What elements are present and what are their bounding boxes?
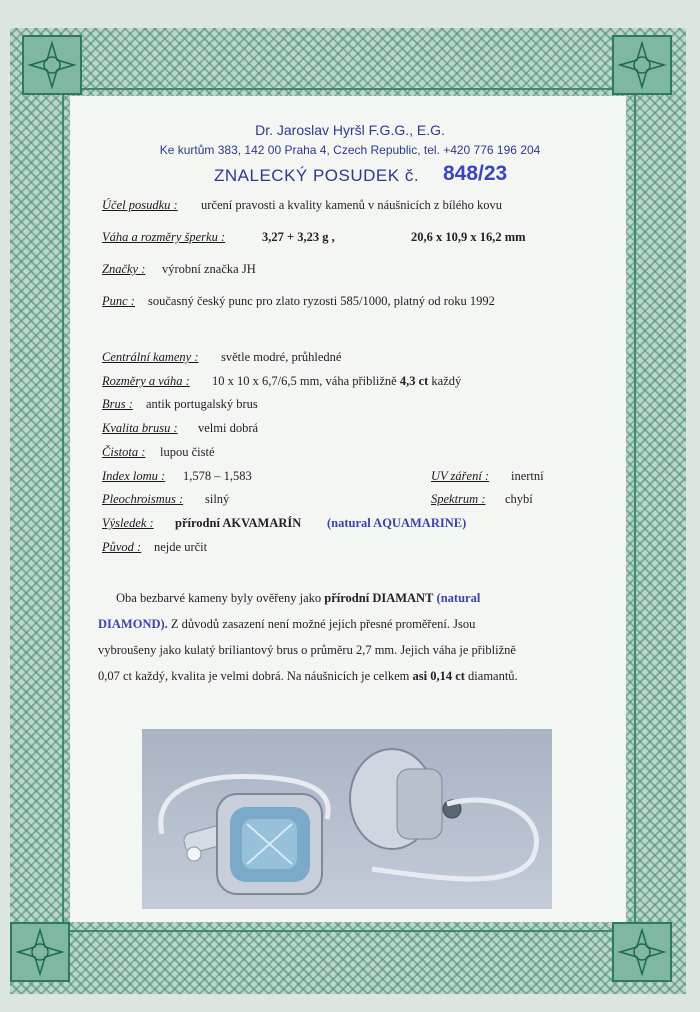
field-value-cistota: lupou čisté xyxy=(160,445,215,459)
field-label-ucel: Účel posudku : xyxy=(102,198,178,212)
issuer-address: Ke kurtům 383, 142 00 Praha 4, Czech Republic, tel. +420 776 196 204 xyxy=(159,143,541,157)
field-label-pleochroismus: Pleochroismus : xyxy=(102,492,184,506)
para-text: Z důvodů zasazení není možné jejich přesné proměření. Jsou xyxy=(170,617,476,631)
field-label-centralni: Centrální kameny : xyxy=(102,350,199,364)
earrings-illustration xyxy=(142,729,552,909)
para-bold: asi 0,14 ct xyxy=(412,669,465,683)
para-english: DIAMOND). xyxy=(98,617,168,631)
corner-ornament-icon xyxy=(10,922,70,982)
field-value-puvod: nejde určit xyxy=(154,540,208,554)
field-value-brus: antik portugalský brus xyxy=(146,397,258,411)
field-label-puvod: Původ : xyxy=(102,540,142,554)
field-value-index: 1,578 – 1,583 xyxy=(183,469,252,483)
field-label-spektrum: Spektrum : xyxy=(431,492,486,506)
para-text: vybroušeny jako kulatý briliantový brus o průměru 2,7 mm. Jejich váha je přibližně xyxy=(98,643,516,657)
para-text: Oba bezbarvé kameny byly ověřeny jako xyxy=(116,591,322,605)
para-text: 0,07 ct každý, kvalita je velmi dobrá. Na náušnicích je celkem xyxy=(98,669,410,683)
field-value-pleochroismus: silný xyxy=(205,492,230,506)
paragraph-line xyxy=(98,663,598,689)
field-value-vaha-sperku: 3,27 + 3,23 g , xyxy=(262,230,335,244)
field-value-punc: současný český punc pro zlato ryzosti 585/1000, platný od roku 1992 xyxy=(148,294,495,308)
diamond-paragraph xyxy=(98,585,598,689)
field-label-znacky: Značky : xyxy=(102,262,146,276)
issuer-name: Dr. Jaroslav Hyršl F.G.G., E.G. xyxy=(255,122,445,138)
field-label-index: Index lomu : xyxy=(102,469,166,483)
field-value-kvalita: velmi dobrá xyxy=(198,421,259,435)
rozmery-text: 10 x 10 x 6,7/6,5 mm, váha přibližně xyxy=(212,374,397,388)
corner-ornament-icon xyxy=(612,35,672,95)
field-label-punc: Punc : xyxy=(102,294,135,308)
paragraph-line xyxy=(98,611,598,637)
field-value-ucel: určení pravosti a kvality kamenů v náušnicích z bílého kovu xyxy=(201,198,502,212)
field-value-rozmery-sperku: 20,6 x 10,9 x 16,2 mm xyxy=(411,230,526,244)
field-label-brus: Brus : xyxy=(102,397,133,411)
field-label-uv: UV záření : xyxy=(431,469,490,483)
earrings-photo xyxy=(142,729,552,909)
para-bold: přírodní DIAMANT xyxy=(324,591,434,605)
field-value-rozmery xyxy=(212,374,461,389)
field-label-vaha-sperku: Váha a rozměry šperku : xyxy=(102,230,226,244)
field-label-rozmery: Rozměry a váha : xyxy=(102,374,190,388)
field-value-vysledek-english: (natural AQUAMARINE) xyxy=(327,516,467,530)
document-title: ZNALECKÝ POSUDEK č. xyxy=(214,166,420,185)
field-label-cistota: Čistota : xyxy=(102,445,146,459)
field-label-vysledek: Výsledek : xyxy=(102,516,154,530)
para-text: diamantů. xyxy=(468,669,518,683)
field-value-znacky: výrobní značka JH xyxy=(162,262,256,276)
field-value-uv: inertní xyxy=(511,469,544,483)
field-value-centralni: světle modré, průhledné xyxy=(221,350,342,364)
paragraph-line xyxy=(98,637,598,663)
para-english: (natural xyxy=(436,591,481,605)
field-label-kvalita: Kvalita brusu : xyxy=(102,421,178,435)
field-value-spektrum: chybí xyxy=(505,492,533,506)
corner-ornament-icon xyxy=(612,922,672,982)
rozmery-tail: každý xyxy=(431,374,462,388)
corner-ornament-icon xyxy=(22,35,82,95)
paragraph-line xyxy=(98,585,598,611)
field-value-vysledek: přírodní AKVAMARÍN xyxy=(175,516,302,530)
document-number: 848/23 xyxy=(443,162,508,185)
rozmery-carat: 4,3 ct xyxy=(399,374,429,388)
